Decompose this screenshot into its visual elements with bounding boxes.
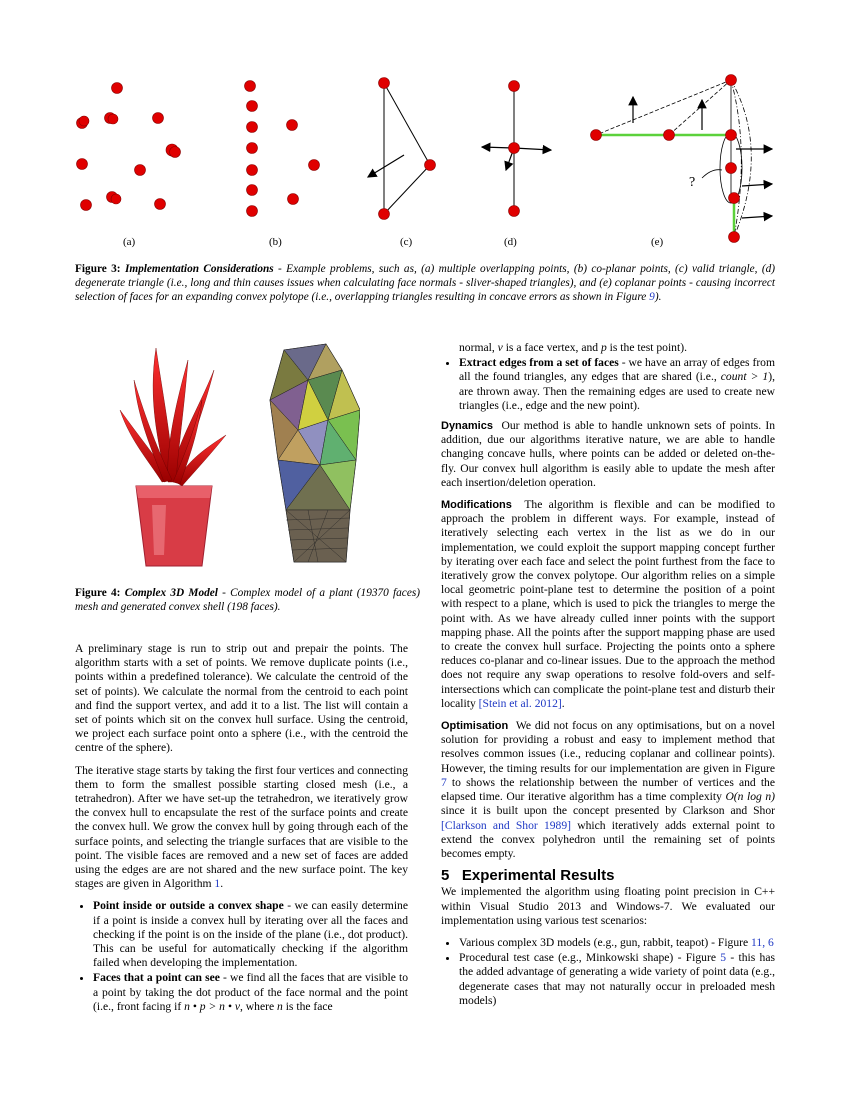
clarkson-citation-link[interactable]: [Clarkson and Shor 1989] bbox=[441, 818, 572, 832]
figure-11-6-link[interactable]: 11, 6 bbox=[751, 935, 774, 949]
list-item: • Faces that a point can see - we find all the faces that are visible to a point by taking the dot product of the face normal and the point (i.e., front facing if n • p > n • v, where n is the face bbox=[93, 971, 408, 1014]
paragraph-modifications: Modifications The algorithm is flexible and can be modified to approach the problem in different ways. For example, instead of iteratively selecting each vertex in the list as we do in our implementation, we could exploit the support mapping concept further by iterating over each face and select the point furthest from the face to iteratively grow the convex polytope. Our algorithm relies on a simple local geometric point-plane test to determine the position of a point with respect to a plane, which is used to pick the triangles to merge the point with. As we have already culled inner points with the support mapping phase. All the points after the support mapping phase are used to create the convex hull surface. Projecting the points onto a sphere reduces co-planar and co-linear issues. Due to the approach the method does not require any swap operations to resolve fold-overs and self-intersections which can complicate the point-plane test and disturb their locality [Stein et al. 2012]. bbox=[441, 498, 775, 710]
list-item: • Procedural test case (e.g., Minkowski shape) - Figure 5 - this has the added advantage of generating a wide variety of point data (e.g., degenerate cases that may not naturally occur in preloaded mesh models) bbox=[459, 951, 775, 1008]
panel-b-points bbox=[245, 81, 320, 217]
section-heading: 5 Experimental Results bbox=[441, 867, 615, 885]
paragraph-iterative: The iterative stage starts by taking the first four vertices and connecting them to form the smallest possible starting closed mesh (i.e., a tetrahedron). After we have set-up the tetrahedron, we iteratively grow the convex hull to encapsulate the rest of the surface points and create the convex hull. We grow the convex hull by going through each of the surface points, and selecting the triangle surfaces that are visible to the point. The visible faces are removed and a new set of faces are added using the edges are are not shared and the new surface point. The key stages are given in Algorithm 1. bbox=[75, 763, 408, 891]
figure-5-link[interactable]: 5 bbox=[720, 951, 727, 965]
stein-citation-link[interactable]: [Stein et al. 2012] bbox=[478, 696, 562, 710]
paragraph-experimental: We implemented the algorithm using floating point precision in C++ within Visual Studio 2013 and Windows-7. We evaluated our implementation using various test scenarios: bbox=[441, 885, 775, 927]
continued-list bbox=[441, 341, 775, 355]
algorithm-1-link[interactable]: 1 bbox=[214, 877, 221, 891]
list-item: • Various complex 3D models (e.g., gun, rabbit, teapot) - Figure 11, 6 bbox=[459, 936, 775, 950]
panel-label-e: (e) bbox=[651, 236, 664, 248]
figure-3-diagram bbox=[70, 70, 780, 250]
figure-9-link[interactable]: 9 bbox=[649, 291, 655, 303]
panel-label-a: (a) bbox=[123, 236, 136, 248]
figure-4-plant-image bbox=[118, 340, 228, 570]
figure-4-caption: Figure 4: Complex 3D Model - Complex model of a plant (19370 faces) mesh and generated convex shell (198 faces). bbox=[75, 587, 420, 613]
right-column bbox=[441, 341, 775, 1009]
figure-4-convex-shell-image bbox=[268, 340, 360, 565]
panel-label-d: (d) bbox=[504, 236, 517, 248]
test-scenarios-list bbox=[441, 936, 775, 1008]
panel-e-question: ? bbox=[689, 175, 696, 190]
list-item-continued: normal, v is a face vertex, and p is the test point). bbox=[459, 341, 687, 354]
panel-label-c: (c) bbox=[400, 236, 413, 248]
paragraph-optimisation: Optimisation We did not focus on any optimisations, but on a novel solution for providing a robust and easy to implement method that resolves common issues (i.e., reducing coplanar and collinear points). However, the timing results for our implementation are given in Figure 7 to shows the relationship between the number of vertices and the elapsed time. Our iterative algorithm has a time complexity O(n log n) since it is built upon the concept presented by Clarkson and Shor [Clarkson and Shor 1989] which iteratively adds external point to extend the convex polyhedron until the remaining set of points becomes empty. bbox=[441, 719, 775, 860]
panel-c-triangle bbox=[368, 78, 436, 220]
edges-list bbox=[441, 356, 775, 413]
paragraph-dynamics: Dynamics Our method is able to handle unknown sets of points. In addition, due our algorithms iterative nature, we are able to handle changing concave hulls, where points can be added or deleted on-the-fly. Our convex hull algorithm is easily able to update the mesh after each insertion/deletion operation. bbox=[441, 419, 776, 489]
panel-d-degenerate bbox=[482, 81, 551, 217]
left-column bbox=[75, 642, 408, 1015]
list-item: • Extract edges from a set of faces - we have an array of edges from all the found triangles, any edges that are shared (i.e., count > 1), are thrown away. Then the remaining edges are used to create new triangles (i.e., edge and the new point). bbox=[459, 356, 775, 413]
list-item: • Point inside or outside a convex shape - we can easily determine if a point is inside a convex hull by iterating over all the faces and checking if the point is on the inside of the plane (i.e., dot product). This can be useful for automatically checking if the algorithm failed when developing the implementation. bbox=[93, 899, 408, 970]
panel-e-coplanar bbox=[591, 75, 773, 243]
key-stages-list bbox=[75, 899, 408, 1014]
panel-a-points bbox=[77, 83, 181, 211]
panel-label-b: (b) bbox=[269, 236, 282, 248]
figure-3-caption: Figure 3: Implementation Considerations - Example problems, such as, (a) multiple overlapping points, (b) co-planar points, (c) valid triangle, (d) degenerate triangle (i.e., long and thin causes issues when calculating face normals - sliver-shaped triangles), and (e) coplanar points - causing incorrect selection of faces for an expanding convex polytope (i.e., overlapping triangles resulting in concave errors as shown in Figure 9). bbox=[75, 263, 776, 303]
paragraph-preliminary: A preliminary stage is run to strip out and prepair the points. The algorithm starts with a set of points. We remove duplicate points (i.e., points within a predefined tolerance). We calculate the centroid of the set of points). We calculate the normal from the centroid to each point and find the support vertex, and add it to a list. The list will contain a set of points which sit on the convex hull surface. Using the centroid, we project each surface point onto a sphere (i.e., with the centroid the centre of the sphere). bbox=[75, 642, 408, 755]
figure-7-link[interactable]: 7 bbox=[441, 775, 447, 789]
